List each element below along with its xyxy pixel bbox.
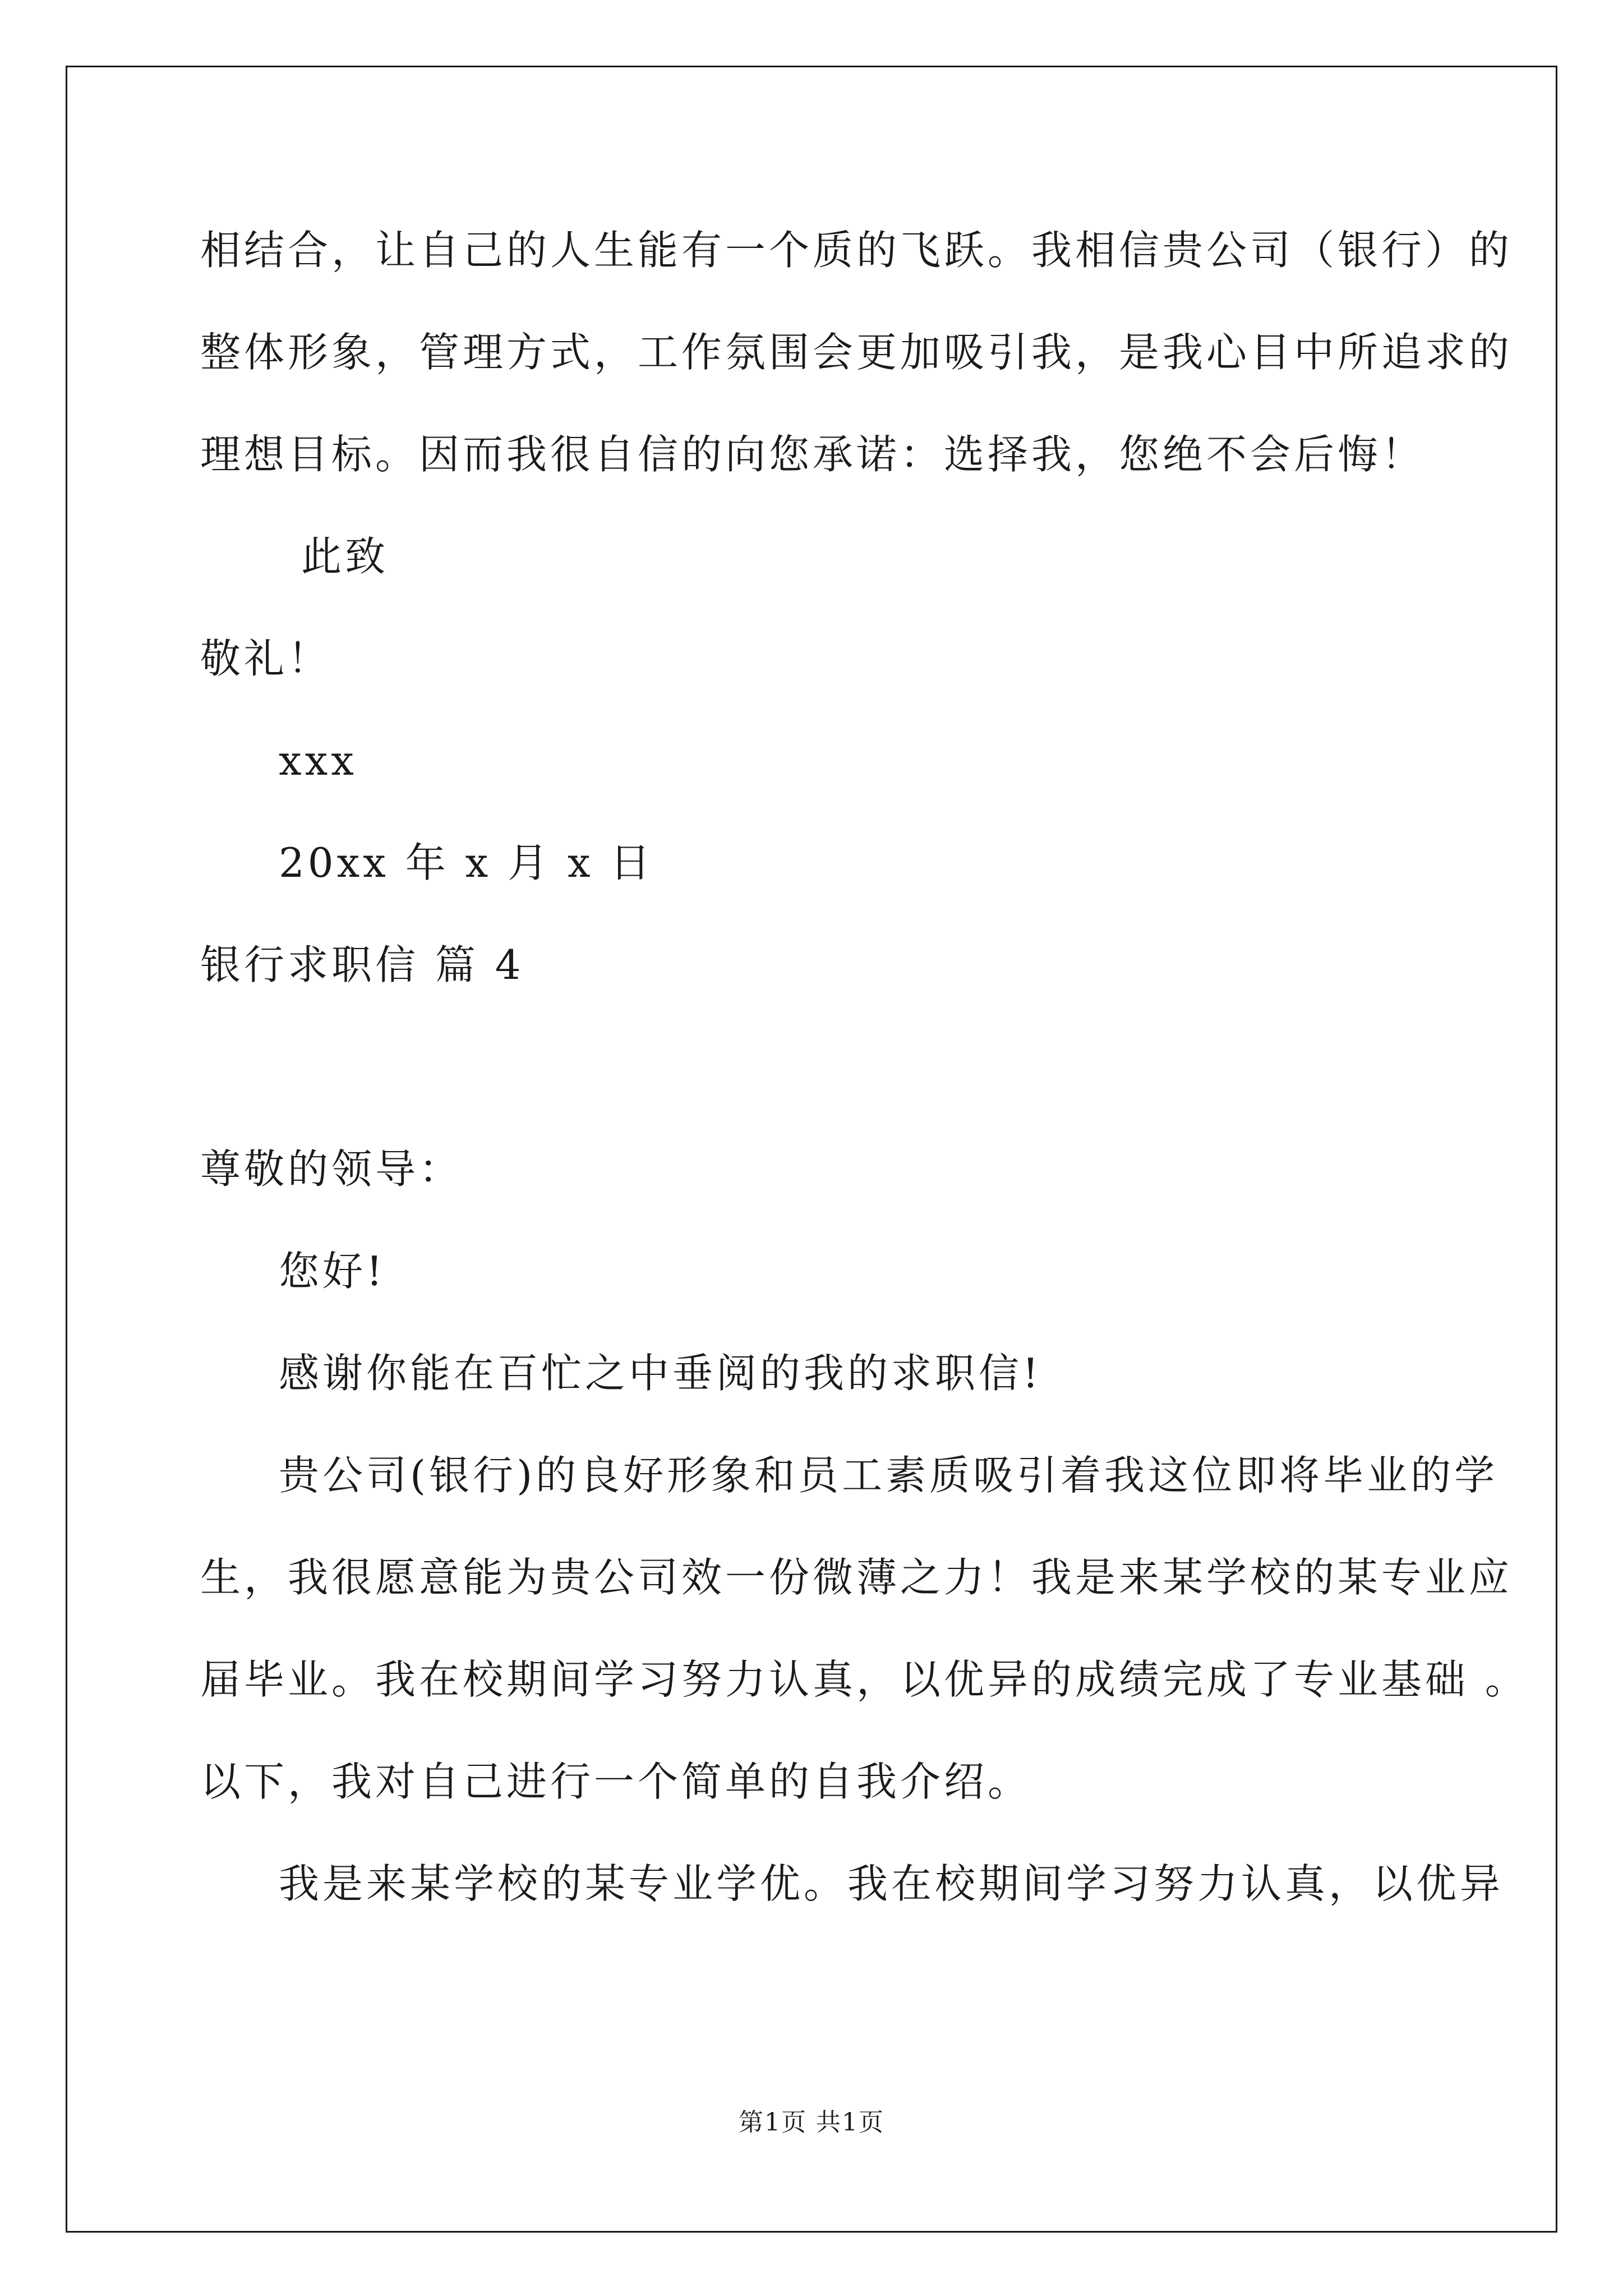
body-paragraph-line-3: 届毕业。我在校期间学习努力认真，以优异的成绩完成了专业基础 。	[200, 1656, 1529, 1703]
body-line-3: 理想目标。因而我很自信的向您承诺：选择我，您绝不会后悔！	[200, 431, 1426, 478]
signature-date: 20xx 年 x 月 x 日	[279, 839, 654, 886]
body-line-1: 相结合，让自己的人生能有一个质的飞跃。我相信贵公司（银行）的	[200, 227, 1513, 274]
body-paragraph-line-2: 生，我很愿意能为贵公司效一份微薄之力！我是来某学校的某专业应	[200, 1554, 1513, 1601]
thanks-paragraph: 感谢你能在百忙之中垂阅的我的求职信!	[279, 1350, 1042, 1397]
body-line-2: 整体形象，管理方式，工作氛围会更加吸引我，是我心目中所追求的	[200, 329, 1513, 376]
signature-name: xxx	[279, 737, 357, 784]
page-footer: 第1页 共1页	[739, 2108, 884, 2137]
closing-salutation: 此致	[301, 533, 389, 580]
closing-regards: 敬礼！	[200, 635, 332, 682]
greeting-hello: 您好!	[279, 1248, 386, 1295]
section-heading: 银行求职信 篇 4	[200, 941, 524, 988]
body-paragraph-line-1: 贵公司(银行)的良好形象和员工素质吸引着我这位即将毕业的学	[279, 1452, 1498, 1499]
body-paragraph-2-line-1: 我是来某学校的某专业学优。我在校期间学习努力认真，以优异	[279, 1860, 1504, 1907]
greeting-recipient: 尊敬的领导：	[200, 1145, 463, 1193]
body-paragraph-line-4: 以下，我对自己进行一个简单的自我介绍。	[200, 1758, 1032, 1805]
